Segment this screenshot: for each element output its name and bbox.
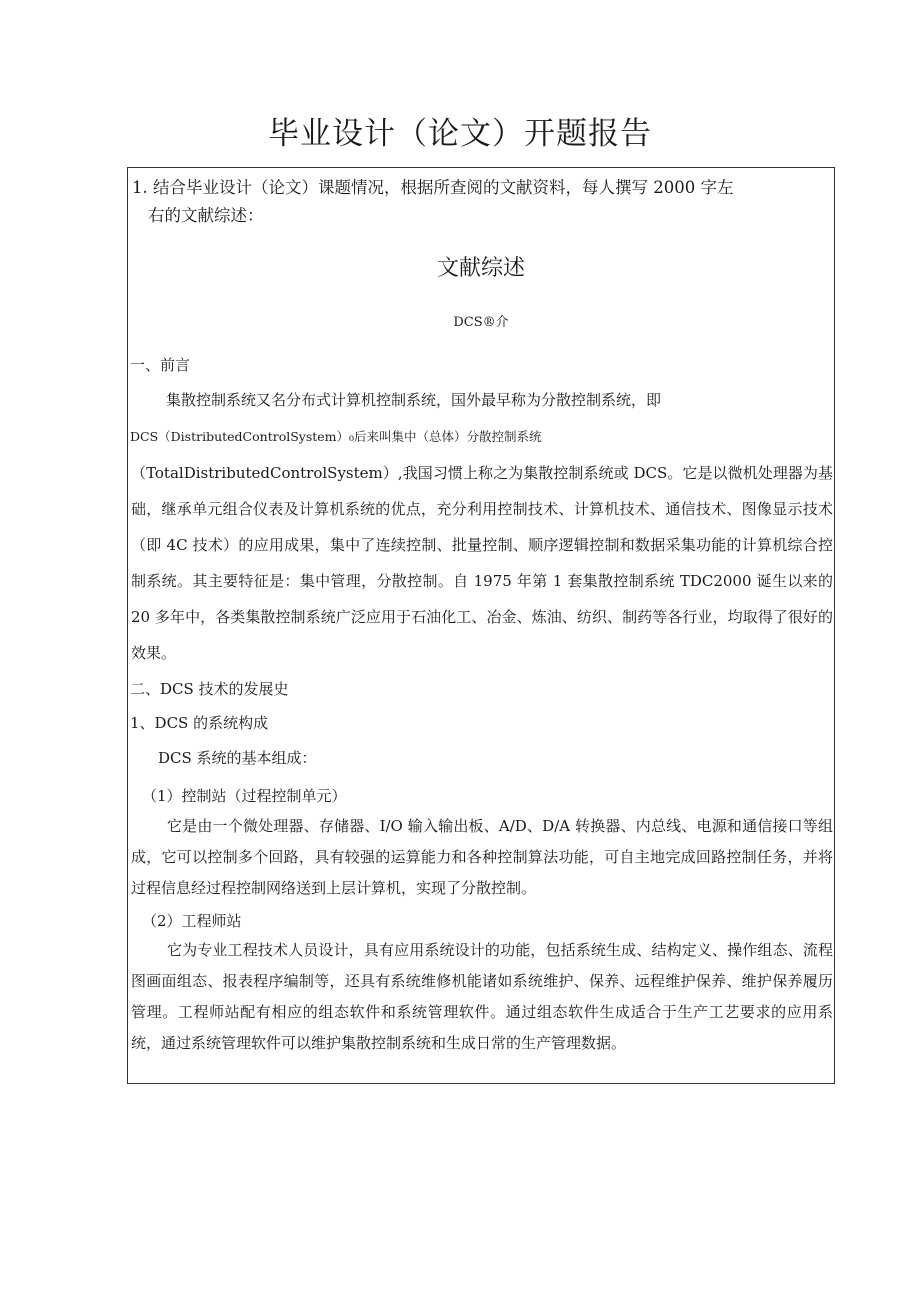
review-title: 文献综述 [436,256,525,281]
preface-line-1: 集散控制系统又名分布式计算机控制系统，国外最早称为分散控制系统，即 [166,391,662,409]
prompt-line-1: 1. 结合毕业设计（论文）课题情况，根据所查阅的文献资料，每人撰写 2000 字左 [132,178,734,197]
prompt-line-2: 右的文献综述： [148,206,264,225]
preface-heading: 一、前言 [130,356,191,374]
control-station-body: 它是由一个微处理器、存储器、I/O 输入输出板、A/D、D/A 转换器、内总线、电源和通信接口等组成，它可以控制多个回路，具有较强的运算能力和各种控制算法功能，可自主地完成回路控制任务，并将过程信息经过程控制网络送到上层计算机，实现了分散控制。 [131,817,833,897]
assignment-prompt [132,174,830,230]
control-station-heading: （1）控制站（过程控制单元） [142,787,347,805]
document-title: 毕业设计（论文）开题报告 [268,116,652,152]
composition-heading: 1、DCS 的系统构成 [130,714,269,732]
engineer-station-heading: （2）工程师站 [142,912,242,930]
composition-intro: DCS 系统的基本组成： [158,749,317,767]
preface-line-2: DCS（DistributedControlSystem）₀后来叫集中（总体）分散控制系统 [130,429,542,444]
review-subtitle: DCS®介 [453,315,509,330]
report-frame [127,167,835,1084]
history-heading: 二、DCS 技术的发展史 [130,680,289,698]
engineer-station-body: 它为专业工程技术人员设计，具有应用系统设计的功能，包括系统生成、结构定义、操作组态、流程图画面组态、报表程序编制等，还具有系统维修机能诸如系统维护、保养、远程维护保养、维护保养履历管理。工程师站配有相应的组态软件和系统管理软件。通过组态软件生成适合于生产工艺要求的应用系统，通过系统管理软件可以维护集散控制系统和生成日常的生产管理数据。 [131,941,833,1052]
preface-body: （TotalDistributedControlSystem）,我国习惯上称之为集散控制系统或 DCS。它是以微机处理器为基础，继承单元组合仪表及计算机系统的优点，充分利用控制技术、计算机技术、通信技术、图像显示技术（即 4C 技术）的应用成果，集中了连续控制、批量控制、顺序逻辑控制和数据采集功能的计算机综合控制系统。其主要特征是：集中管理，分散控制。自 1975 年第 1 套集散控制系统 TDC2000 诞生以来的 20 多年中，各类集散控制系统广泛应用于石油化工、冶金、炼油、纺织、制药等各行业，均取得了很好的效果。 [131,464,833,662]
